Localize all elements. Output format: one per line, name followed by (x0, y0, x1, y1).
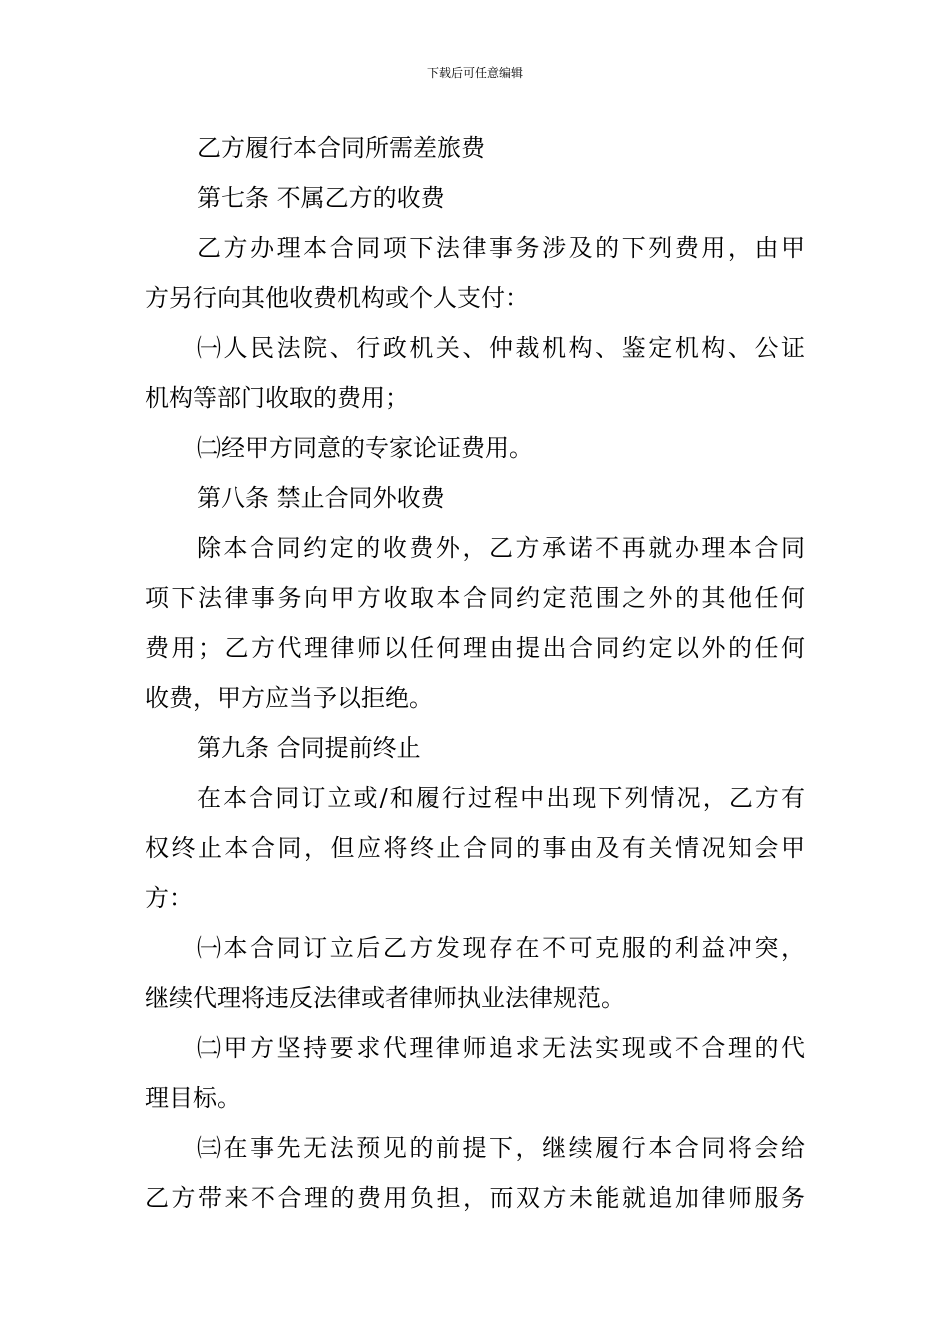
text-line: 方另行向其他收费机构或个人支付： (145, 284, 529, 312)
text-line: ㈢在事先无法预见的前提下，继续履行本合同将会给 (197, 1134, 805, 1162)
text-line: 除本合同约定的收费外，乙方承诺不再就办理本合同 (197, 534, 805, 562)
text-line: ㈠本合同订立后乙方发现存在不可克服的利益冲突， (197, 934, 805, 962)
text-line: 乙方带来不合理的费用负担，而双方未能就追加律师服务 (145, 1184, 805, 1212)
text-line: ㈡甲方坚持要求代理律师追求无法实现或不合理的代 (197, 1034, 805, 1062)
text-line: 权终止本合同，但应将终止合同的事由及有关情况知会甲 (145, 834, 805, 862)
article-heading: 第八条 禁止合同外收费 (197, 484, 445, 512)
article-heading: 第七条 不属乙方的收费 (197, 184, 445, 212)
text-line: 收费，甲方应当予以拒绝。 (145, 684, 433, 712)
text-line: 费用；乙方代理律师以任何理由提出合同约定以外的任何 (145, 634, 805, 662)
text-line: ㈡经甲方同意的专家论证费用。 (197, 434, 533, 462)
text-line: 项下法律事务向甲方收取本合同约定范围之外的其他任何 (145, 584, 805, 612)
text-line: 理目标。 (145, 1084, 241, 1112)
text-line: ㈠人民法院、行政机关、仲裁机构、鉴定机构、公证 (197, 334, 805, 362)
text-line: 乙方履行本合同所需差旅费 (197, 134, 485, 162)
text-line: 机构等部门收取的费用； (145, 384, 409, 412)
text-line: 乙方办理本合同项下法律事务涉及的下列费用，由甲 (197, 234, 805, 262)
text-line: 继续代理将违反法律或者律师执业法律规范。 (145, 984, 625, 1012)
article-heading: 第九条 合同提前终止 (197, 734, 421, 762)
page-header: 下载后可任意编辑 (426, 66, 523, 80)
text-line: 方： (145, 884, 193, 912)
text-line: 在本合同订立或/和履行过程中出现下列情况，乙方有 (197, 784, 805, 812)
